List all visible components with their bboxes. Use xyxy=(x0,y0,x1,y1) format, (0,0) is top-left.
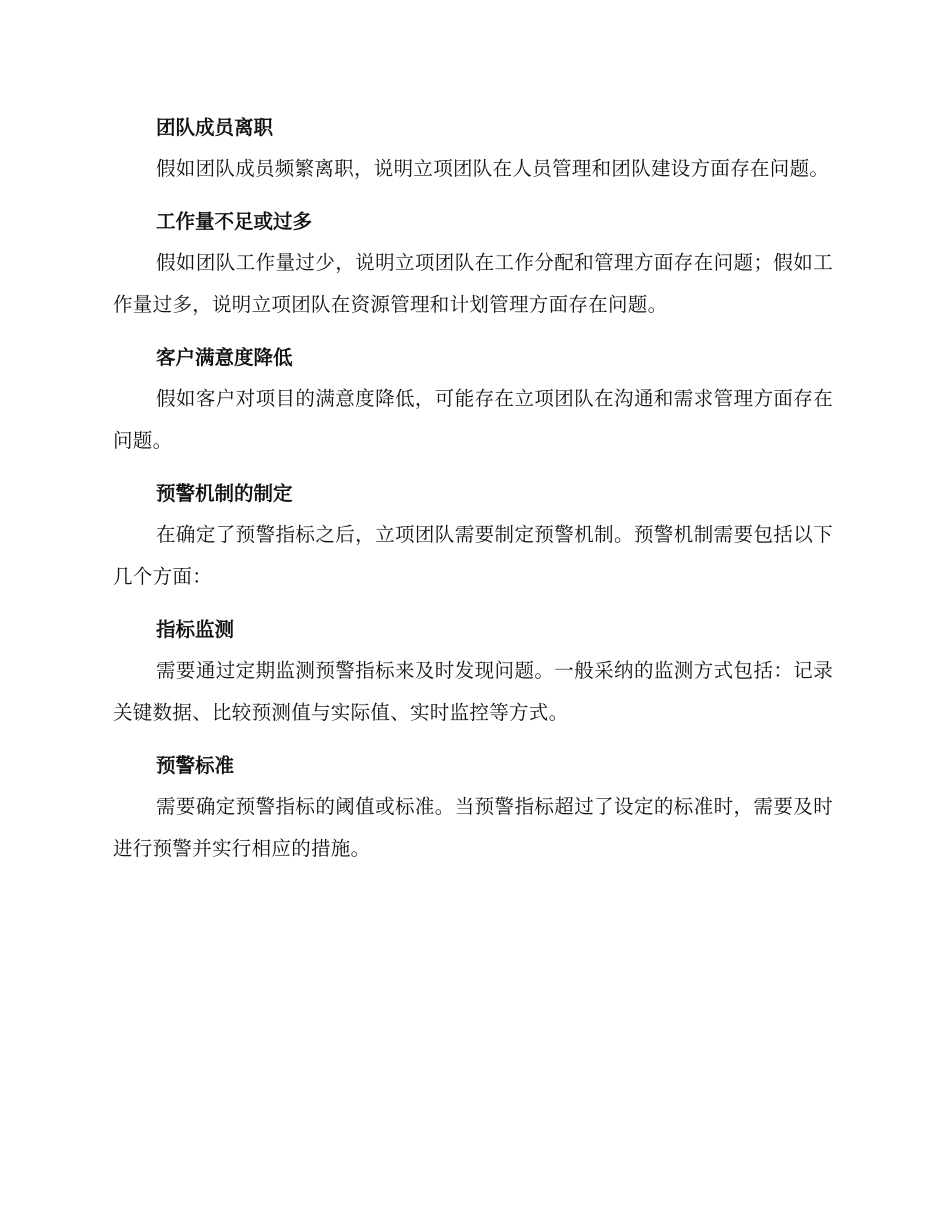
section-paragraph: 假如团队工作量过少，说明立项团队在工作分配和管理方面存在问题；假如工作量过多，说明立项团队在资源管理和计划管理方面存在问题。 xyxy=(113,251,833,316)
section-paragraph: 假如团队成员频繁离职，说明立项团队在人员管理和团队建设方面存在问题。 xyxy=(156,157,830,180)
section-paragraph: 假如客户对项目的满意度降低，可能存在立项团队在沟通和需求管理方面存在问题。 xyxy=(113,387,833,452)
section-indicator-monitoring xyxy=(113,610,833,734)
section-heading: 工作量不足或过多 xyxy=(156,210,313,233)
section-heading: 预警机制的制定 xyxy=(156,482,293,505)
section-warning-standard xyxy=(113,746,833,870)
section-heading: 团队成员离职 xyxy=(156,116,274,139)
section-paragraph: 需要通过定期监测预警指标来及时发现问题。一般采纳的监测方式包括：记录关键数据、比较预测值与实际值、实时监控等方式。 xyxy=(113,659,833,724)
section-customer-satisfaction xyxy=(113,338,833,462)
section-paragraph: 需要确定预警指标的阈值或标准。当预警指标超过了设定的标准时，需要及时进行预警并实行相应的措施。 xyxy=(113,795,833,860)
section-warning-mechanism xyxy=(113,474,833,598)
section-heading: 指标监测 xyxy=(156,618,235,641)
document-content xyxy=(113,108,833,875)
section-member-turnover xyxy=(113,108,833,190)
section-paragraph: 在确定了预警指标之后，立项团队需要制定预警机制。预警机制需要包括以下几个方面： xyxy=(113,523,833,588)
section-heading: 预警标准 xyxy=(156,754,235,777)
section-heading: 客户满意度降低 xyxy=(156,346,293,369)
section-workload xyxy=(113,202,833,326)
